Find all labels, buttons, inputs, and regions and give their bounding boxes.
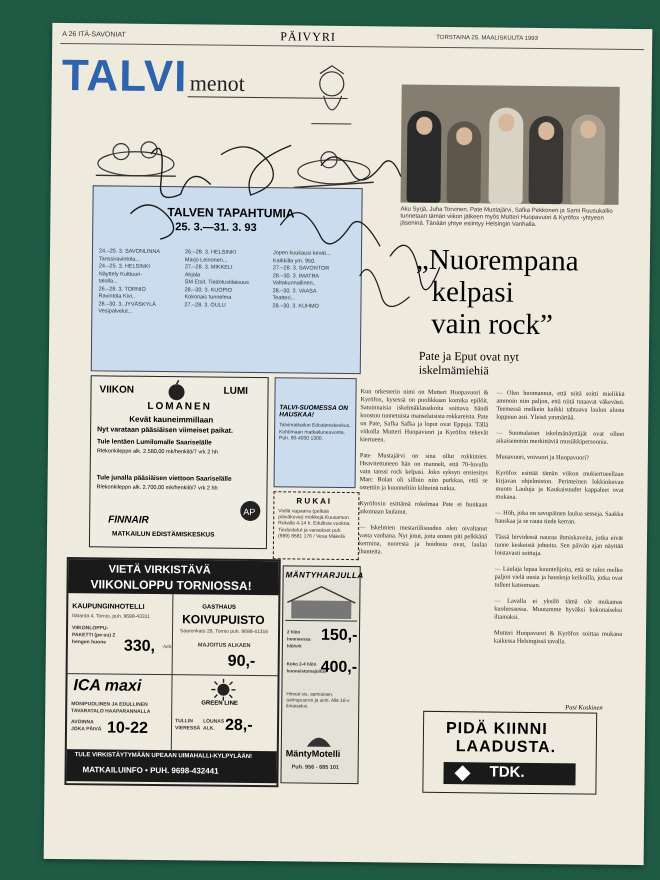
band-photo xyxy=(401,85,620,205)
tornio-ad xyxy=(64,557,280,787)
masthead-title: PÄIVYRI xyxy=(280,29,337,44)
greenline-name: GREEN LINE xyxy=(201,700,238,707)
hotel-name: KAUPUNGINHOTELLI xyxy=(72,603,145,611)
suomessa-box xyxy=(274,377,357,488)
events-col-1: 24.–25. 3. SAVONLINNA Tanssiravintola... 24.–25. 3. HELSINKI Näyttely Kulttuuri- talolla... 26.–28. 3. TORNIO Ravintola Kivi.. 28.–30. 3. JYVÄSKYLÄ Vesipalvelut... xyxy=(98,248,161,315)
svg-text:AP: AP xyxy=(243,506,256,518)
motel-sun-icon xyxy=(304,729,334,749)
suomessa-title: TALVI-SUOMESSA ON HAUSKAA! xyxy=(279,404,349,419)
tornio-headline-1: VIETÄ VIRKISTÄVÄ xyxy=(108,563,211,577)
masthead-date: TORSTAINA 25. MAALISKUUTA 1993 xyxy=(436,34,539,42)
tornio-footer-info: MATKAILUINFO • PUH. 9698-432441 xyxy=(82,765,219,776)
hotel-price: 330, xyxy=(123,637,156,655)
tdk-ad xyxy=(422,711,597,795)
hotel-price-unit: -/vrk xyxy=(161,644,172,651)
matkailun-logo: MATKAILUN EDISTÄMISKESKUS xyxy=(112,530,215,539)
apple-icon xyxy=(163,379,189,401)
article-headline-2: kelpasi xyxy=(431,275,514,309)
talvi-title: TALVI xyxy=(61,50,188,102)
article-byline: Pasi Koskinen xyxy=(565,704,603,712)
finnair-logo: FINNAIR xyxy=(108,514,149,526)
hotel-cell xyxy=(68,593,174,675)
ica-text: MONIPUOLINEN JA EDULLINEN TAVARATALO HAAPARANNALLA xyxy=(71,701,151,715)
koivupuisto-address: Saarenkatu 28, Tornio puh. 9698-41316 xyxy=(179,628,269,636)
lomanen-line1: Nyt varataan pääsiäisen viimeiset paikat. xyxy=(97,426,233,435)
lomanen-lumi: LUMI xyxy=(223,385,249,397)
article-column-2: — Olen huomannut, että niitä soitti mielikkä ammoin niin paljon, että niitä tutaavat väkevästi. Teemessä melkein kaikki tahtaava laulun alusta loppuun asti. Yleisö ymmärtää. — Suomalaiset iskelmänäyttäjät ovat olleet aikaisemmin merkittäviä musiikkipersoonia. Munavuori, voivuori ja Huopavuori? Kyröfox esittää tämän viikon mukiertueellaan kirjavan ohjelmiston. Perinteinen lokkinkuvan muoto Lauluja ja Kaukaisuudet kappaleet ovat mukana. — Höh, joka on savupäinen laulua sesseja. Saakka hauskaa ja se rauta tiede kerran. Tässä hirvidessä nauraa ihmiskaveita, jotka eivät tunne keskeisiä johteita. Sen päivän ajan näyttää loistavasti soittaja. — Laulaja lupaa kuuntelijoita, että se tulee melko paljon vielä uusia ja hauskoja keikoilla, jotka ovat tulleet katsomaan. — Lavalla ei yksilö tämä ole mukamas kuoleessessa. Muutamme hyväksi kokonaiseksi iltamaksi. Mutteri Huopavuori & Kyröfox soittaa mukana kaikessa Helsingissä tavalla. xyxy=(493,389,625,646)
article-headline-1: „Nuorempana xyxy=(415,243,579,278)
mantyharju-price-2-label: Koko 2-4 hlön huoneistomajoitus xyxy=(286,661,327,674)
koivupuisto-deal: MAJOITUS ALKAEN xyxy=(197,642,251,649)
ica-hours-label: AVOINNA JOKA PÄIVÄ xyxy=(70,719,102,733)
lounas-label: LOUNAS ALK. xyxy=(202,718,225,732)
rukai-text: Viellä vapaana (pelkää päiväkuvia) mökkejä Kuusamon Rukalla 4-14 h. Edullisia vuokria. Tiedustelut ja varaukset puh. (989) 8681 176 / Vesa Mäkelä xyxy=(278,508,351,540)
menot-subtitle: menot xyxy=(189,70,245,96)
ap-logo-icon xyxy=(238,500,262,522)
mantyharju-title: MÄNTYHARJULLA xyxy=(285,570,364,581)
article-column-1: Kun orkesterin nimi on Mutteri Huopavuori & Kyröfox, kysessä on puolikkaan komika epilöit. Satuinnaisia iskelmäklassikoita soittava bändi koostuu tunnetuista manselaisista rokkareista. Pate on Pate, Safka Safka ja loput ovat Eppuja. Tällä viikolla Mutteri Huopavuori ja Kyröfox tekevät kiertueen. Pate Mustajärvi on sina ollut rokkimies. Heavitettuneen hän on mannelt, että 70-luvulla vain tanssi rock kelpasi. Joko syksyn ensiesitys Marc Bolan oli silloin niin purkkaa, että se ostettiin ja kuunneltiin kiltteinä tutkia. Kyröfoxin esittämä rokelmaa Pate ei hunkaan aikoinaan laulanut. — Iskelmien mestariilisuuden olen oivaltanut vasta vanhana. Nyt jotut, joita ennen piti pelkkänä kermina, nuoresta ja hoidosta ovat, laulaa ihanteita. xyxy=(358,388,489,556)
ica-cell xyxy=(67,673,173,750)
ica-hours: 10-22 xyxy=(106,719,149,737)
lomanen-brand: LOMANEN xyxy=(147,400,212,413)
greenline-sun-icon xyxy=(209,679,237,701)
koivupuisto-price: 90,- xyxy=(227,652,256,671)
tdk-line-1: PIDÄ KIINNI xyxy=(445,720,548,739)
events-col-2: 26.–28. 3. HELSINKI Marjo Leinonen... 27.–28. 3. MIKKELI Ahjola SM Etsit. Tiedotustilaisuus 28.–30. 3. KUOPIO Kokonais tunnelma 27.–28. 3. OULU xyxy=(184,249,249,309)
tornio-footer-line: TULE VIRKISTÄYTYMÄÄN UPEAAN UIMAHALLI-KYLPYLÄÄN! xyxy=(74,752,253,761)
masthead-left: A 26 ITÄ-SAVONIAT xyxy=(62,30,126,39)
events-title: TALVEN TAPAHTUMIA xyxy=(167,205,295,221)
motel-name: MäntyMotelli xyxy=(285,748,341,759)
article-subhead: Pate ja Eput ovat nyt iskelmämiehiä xyxy=(418,348,519,378)
building-icon xyxy=(285,582,357,623)
koivupuisto-name: KOIVUPUISTO xyxy=(182,612,265,628)
mantyharju-text: Hinnat sis. aamiaisen, aamupuuron ja uinti. Alle 16-v ilmaiseksi. xyxy=(286,692,350,710)
lomanen-tagline: Kevät kauneimmillaan xyxy=(129,414,214,425)
koivupuisto-cell xyxy=(172,594,279,676)
ica-logo: ICA maxi xyxy=(73,677,142,695)
lounas-price: 28,- xyxy=(224,716,253,735)
tdk-brand: TDK. xyxy=(489,763,525,781)
article-headline-3: vain rock” xyxy=(431,307,554,342)
hotel-address: Itäranta 4, Tornio, puh. 9698-43311 xyxy=(72,613,150,620)
lomanen-line2: Tule lentäen Lumilomalle Saariselälle xyxy=(96,438,212,447)
lomanen-line4: Tule junalla pääsiäisen viettoon Saariselälle xyxy=(96,474,232,483)
events-box xyxy=(91,185,363,374)
events-dates: 25. 3.—31. 3. 93 xyxy=(175,221,257,235)
lomanen-line5: Rlekonkileppn alk. 2.700,00 mk/henkilö/7 vrk 2 hh xyxy=(96,484,218,492)
mantyharju-price-1: 150,- xyxy=(320,626,358,645)
cartoon-figure-icon xyxy=(301,63,362,134)
events-col-3: Jopen kuukausi kevät... Kaikkilla ym. 950. 27.–28. 3. SAVONTOR 28.–30. 3. IMATRA Valtakunnallinen.. 28.–30. 3. VAASA Teatteri... 28.–30. 3. KUHMO xyxy=(272,250,331,310)
motel-phone: Puh. 956 - 685 101 xyxy=(291,764,340,771)
masthead-rule xyxy=(60,43,644,50)
rukai-title: R U K A I xyxy=(296,496,331,506)
lomanen-viikon: VIIKON xyxy=(99,384,135,396)
rukai-ad xyxy=(273,491,360,560)
mantyharju-ad xyxy=(280,565,364,784)
photo-caption: Aku Syrjä, Juha Torvinen, Pate Mustajärvi, Safka Pekkonen ja Sami Ruusukallio tunnetaan tämän viikon jälkeen myös Mutteri Huopavuori & Kyröfox -yhtyeen jäseninä. Tänään yhtye esiintyy Helsingin Vanhalla. xyxy=(400,206,613,228)
gasthaus-label: GASTHAUS xyxy=(202,604,236,611)
sled-cartoon-icon xyxy=(91,133,182,184)
suomessa-text: Talvimatkailun Edistämiskeskus, Kohtimaan matkailuneuvonta. Puh. 90-4030 1300. xyxy=(279,422,351,442)
hotel-deal: VIIKONLOPPU-PAKETTI (pe-su) 2 hengen huone xyxy=(71,625,116,646)
tornio-headline-2: VIIKONLOPPU TORNIOSSA! xyxy=(90,577,252,593)
newspaper-page xyxy=(44,23,653,865)
tdk-diamond-icon xyxy=(453,764,471,782)
lomanen-line3: Rlekonkileppn alk. 2.580,00 mk/henkilö/7 vrk 2 hh xyxy=(96,448,219,456)
mantyharju-price-1-label: 2 hlön huoneessa hlö/vrk xyxy=(286,629,311,649)
tullin-label: TULLIN VIERESSÄ xyxy=(174,718,201,732)
mantyharju-price-2: 400,- xyxy=(320,658,358,677)
greenline-cell xyxy=(171,674,278,751)
lomanen-ad xyxy=(89,375,269,549)
tdk-line-2: LAADUSTA. xyxy=(455,738,557,757)
